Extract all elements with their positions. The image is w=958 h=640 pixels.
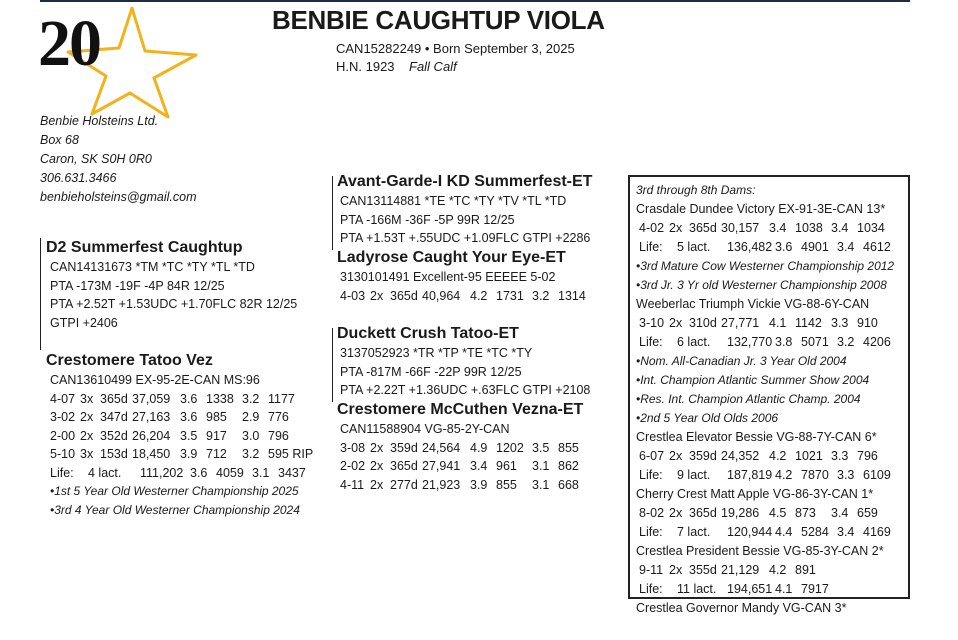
record-cell: 194,651 — [727, 582, 773, 596]
record-cell: 365d — [100, 391, 128, 406]
dam-name: Crestomere Tatoo Vez — [46, 352, 213, 369]
lactation-record — [340, 457, 598, 476]
ancestor-dam-name: Weeberlac Triumph Vickie VG-88-6Y-CAN — [636, 297, 870, 311]
sire-sire-bar — [332, 176, 333, 250]
record-cell: 4-07 — [50, 391, 76, 406]
dam-records — [50, 390, 318, 464]
ancestor-lactation-record — [639, 447, 908, 466]
dam-dam-reg: CAN11588904 VG-85-2Y-CAN — [340, 422, 510, 436]
record-cell: 2x — [370, 477, 384, 492]
ancestor-lifetime-record — [639, 466, 908, 485]
lactation-record — [50, 427, 318, 446]
consignor-box: Box 68 — [40, 133, 79, 147]
lactation-record — [50, 445, 318, 464]
record-cell: 4 lact. — [88, 465, 122, 480]
record-cell: 3.4 — [831, 506, 849, 520]
record-cell: 4.1 — [769, 316, 787, 330]
dam-sire-name: Duckett Crush Tatoo-ET — [337, 325, 519, 342]
record-cell: 359d — [390, 440, 418, 455]
record-cell: 153d — [100, 447, 128, 461]
record-cell: 3.2 — [532, 288, 550, 303]
sire-dam-name: Ladyrose Caught Your Eye-ET — [337, 249, 566, 266]
ancestor-lifetime-record — [639, 580, 908, 599]
sire-pta-1: PTA -173M -19F -4P 84R 12/25 — [50, 278, 225, 293]
record-cell: 3.4 — [837, 525, 855, 539]
record-cell: 1142 — [795, 316, 822, 330]
record-cell: 355d — [689, 563, 717, 577]
record-cell: 4.4 — [775, 525, 793, 539]
record-cell: 3.4 — [470, 459, 488, 473]
record-cell: 4.9 — [470, 440, 488, 455]
record-cell: 9-11 — [639, 563, 664, 577]
record-cell: 659 — [857, 506, 878, 520]
record-cell: 2x — [370, 288, 384, 303]
record-cell: 3.8 — [775, 335, 793, 349]
record-cell: 21,129 — [721, 563, 760, 577]
record-cell: 3.6 — [775, 240, 793, 254]
record-cell: 3-08 — [340, 440, 366, 455]
record-cell: Life: — [50, 465, 74, 480]
record-cell: 5284 — [801, 525, 829, 539]
record-cell: 30,157 — [721, 221, 760, 235]
record-cell: 7917 — [801, 582, 829, 596]
record-cell: 3x — [80, 391, 94, 406]
dam-block — [40, 351, 318, 519]
record-cell: 7870 — [801, 468, 829, 482]
record-cell: 4206 — [863, 335, 891, 349]
record-cell: 910 — [857, 316, 878, 330]
record-cell: Life: — [639, 468, 663, 482]
record-cell: 2x — [370, 440, 384, 455]
record-cell: 4-02 — [639, 221, 665, 235]
record-cell: 359d — [689, 449, 717, 463]
record-cell: 595 RIP — [268, 447, 314, 461]
sire-reg: CAN14131673 *TM *TC *TY *TL *TD — [50, 260, 255, 274]
record-cell: 4-03 — [340, 288, 366, 303]
record-cell: 9 lact. — [677, 468, 711, 482]
consignor-phone: 306.631.3466 — [40, 171, 117, 185]
sire-sire-pta-1: PTA -166M -36F -5P 99R 12/25 — [340, 212, 515, 227]
lactation-record — [50, 408, 318, 427]
record-cell: 4.2 — [769, 563, 787, 577]
record-cell: 3.5 — [180, 428, 198, 443]
record-cell: 796 — [857, 449, 878, 463]
ancestor-dam-name: Crestlea Governor Mandy VG-CAN 3* — [636, 601, 847, 615]
record-cell: 1338 — [206, 391, 234, 406]
extended-dams-list — [636, 200, 908, 618]
record-cell: 4059 — [216, 465, 244, 480]
record-cell: 2.9 — [242, 410, 260, 424]
record-cell: 8-02 — [639, 506, 665, 520]
record-cell: 668 — [558, 477, 579, 492]
record-cell: Life: — [639, 525, 663, 539]
record-cell: 5-10 — [50, 447, 76, 461]
record-cell: 855 — [558, 440, 579, 455]
record-cell: 365d — [689, 221, 717, 235]
record-cell: 3.9 — [470, 477, 488, 492]
record-cell: 2x — [669, 506, 683, 520]
sire-dam-records — [340, 287, 598, 306]
record-cell: 862 — [558, 459, 579, 473]
record-cell: 712 — [206, 447, 227, 461]
record-cell: 2x — [669, 563, 683, 577]
dam-sire-pta-1: PTA -817M -66F -22P 99R 12/25 — [340, 364, 522, 379]
record-cell: 365d — [390, 288, 418, 303]
record-cell: 3.1 — [532, 459, 550, 473]
record-cell: 3.6 — [180, 410, 198, 424]
dam-note: •3rd 4 Year Old Westerner Championship 2024 — [50, 502, 300, 517]
dam-reg: CAN13610499 EX-95-2E-CAN MS:96 — [50, 373, 260, 387]
record-cell: 347d — [100, 410, 128, 424]
record-cell: 3x — [80, 447, 94, 461]
record-cell: 3-02 — [50, 410, 76, 424]
record-cell: 1202 — [496, 440, 524, 455]
record-cell: 3.4 — [769, 221, 787, 235]
lot-number: 20 — [38, 7, 100, 80]
dam-note: •1st 5 Year Old Westerner Championship 2025 — [50, 484, 299, 498]
record-cell: 4.2 — [470, 288, 488, 303]
animal-hn-class — [336, 58, 457, 76]
record-cell: 27,163 — [132, 410, 171, 424]
ancestor-dam-name: Crestlea President Bessie VG-85-3Y-CAN 2* — [636, 544, 884, 558]
record-cell: 3.6 — [180, 391, 198, 406]
dam-dam-block — [332, 400, 598, 494]
animal-registration: CAN15282249 • Born September 3, 2025 — [336, 41, 575, 56]
record-cell: 5 lact. — [677, 240, 711, 254]
lactation-record — [340, 439, 598, 458]
record-cell: 24,564 — [422, 440, 461, 455]
dam-sire-reg: 3137052923 *TR *TP *TE *TC *TY — [340, 346, 533, 360]
ancestor-dam-award: •3rd Mature Cow Westerner Championship 2012 — [636, 259, 895, 273]
record-cell: 40,964 — [422, 288, 461, 303]
record-cell: 21,923 — [422, 477, 461, 492]
record-cell: 132,770 — [727, 335, 773, 349]
record-cell: 18,450 — [132, 447, 171, 461]
sire-block — [40, 238, 297, 332]
record-cell: 6 lact. — [677, 335, 711, 349]
animal-class: Fall Calf — [409, 59, 457, 74]
record-cell: 3.4 — [837, 240, 855, 254]
record-cell: 3.6 — [190, 465, 208, 480]
record-cell: 3.2 — [837, 335, 855, 349]
record-cell: 3.1 — [252, 465, 270, 480]
sire-sire-block — [332, 172, 592, 248]
ancestor-lactation-record — [639, 219, 908, 238]
sire-gtpi: GTPI +2406 — [50, 315, 118, 330]
record-cell: 3.9 — [180, 447, 198, 461]
record-cell: Life: — [639, 582, 663, 596]
record-cell: 4169 — [863, 525, 891, 539]
record-cell: 1034 — [857, 221, 885, 235]
ancestor-dam-name: Crestlea Elevator Bessie VG-88-7Y-CAN 6* — [636, 430, 877, 444]
record-cell: 2x — [80, 410, 94, 424]
sire-pta-2: PTA +2.52T +1.53UDC +1.70FLC 82R 12/25 — [50, 297, 298, 311]
ancestor-dam-award: •Nom. All-Canadian Jr. 3 Year Old 2004 — [636, 354, 847, 368]
record-cell: 2x — [669, 221, 683, 235]
record-cell: 873 — [795, 506, 816, 520]
record-cell: 4.2 — [775, 468, 793, 482]
record-cell: 2-02 — [340, 459, 366, 473]
sire-name: D2 Summerfest Caughtup — [46, 239, 243, 256]
record-cell: 855 — [496, 477, 517, 492]
ancestor-dam-name: Cherry Crest Matt Apple VG-86-3Y-CAN 1* — [636, 487, 874, 501]
record-cell: 5071 — [801, 335, 829, 349]
record-cell: 4612 — [863, 240, 891, 254]
ancestor-lactation-record — [639, 504, 908, 523]
record-cell: 2x — [669, 316, 683, 330]
consignor-email: benbieholsteins@gmail.com — [40, 190, 197, 204]
ancestor-dam-award: •3rd Jr. 3 Yr old Westerner Championship 2008 — [636, 278, 887, 292]
record-cell: 4.2 — [769, 449, 787, 463]
record-cell: 776 — [268, 410, 289, 424]
dam-sire-block — [332, 324, 590, 400]
extended-dams-box — [628, 175, 910, 615]
extended-dams-header: 3rd through 8th Dams: — [636, 183, 756, 197]
record-cell: 7 lact. — [677, 525, 711, 539]
record-cell: 6-07 — [639, 449, 665, 463]
ancestor-lifetime-record — [639, 523, 908, 542]
record-cell: 796 — [268, 428, 289, 443]
record-cell: 3.3 — [831, 316, 849, 330]
record-cell: 4.5 — [769, 506, 787, 520]
record-cell: 277d — [390, 477, 418, 492]
record-cell: 365d — [390, 459, 418, 473]
record-cell: 120,944 — [727, 525, 773, 539]
animal-hn: H.N. 1923 — [336, 59, 395, 74]
record-cell: 1021 — [795, 449, 823, 463]
ancestor-dam-award: •Res. Int. Champion Atlantic Champ. 2004 — [636, 392, 861, 406]
record-cell: 891 — [795, 563, 816, 577]
record-cell: 917 — [206, 428, 227, 443]
record-cell: 365d — [689, 506, 717, 520]
sire-dam-reg: 3130101491 Excellent-95 EEEEE 5-02 — [340, 270, 556, 284]
record-cell: 136,482 — [727, 240, 773, 254]
record-cell: 2x — [669, 449, 683, 463]
lactation-record — [340, 476, 598, 495]
consignor-city: Caron, SK S0H 0R0 — [40, 152, 152, 166]
ancestor-lifetime-record — [639, 333, 908, 352]
dam-dam-records — [340, 439, 598, 495]
sire-dam-block — [332, 248, 598, 305]
sire-sire-name: Avant-Garde-I KD Summerfest-ET — [337, 173, 593, 190]
record-cell: 4901 — [801, 240, 829, 254]
ancestor-dam-name: Crasdale Dundee Victory EX-91-3E-CAN 13* — [636, 202, 886, 216]
record-cell: 1038 — [795, 221, 823, 235]
record-cell: 3.0 — [242, 428, 260, 443]
record-cell: 2x — [80, 428, 94, 443]
record-cell: 3.1 — [532, 477, 550, 492]
record-cell: 3-10 — [639, 316, 665, 330]
record-cell: 961 — [496, 459, 517, 473]
ancestor-lactation-record — [639, 314, 908, 333]
record-cell: 1177 — [268, 391, 295, 406]
lifetime-record — [50, 464, 318, 483]
dam-sire-bar — [332, 328, 333, 402]
sire-sire-pta-2: PTA +1.53T +.55UDC +1.09FLC GTPI +2286 — [340, 231, 591, 245]
record-cell: 111,202 — [140, 465, 184, 480]
record-cell: 3.5 — [532, 440, 550, 455]
consignor-name: Benbie Holsteins Ltd. — [40, 114, 159, 128]
record-cell: 187,819 — [727, 468, 773, 482]
record-cell: 985 — [206, 410, 227, 424]
record-cell: 3.2 — [242, 391, 260, 406]
record-cell: 11 lact. — [677, 582, 717, 596]
sire-sire-reg: CAN13114881 *TE *TC *TY *TV *TL *TD — [340, 194, 567, 208]
ancestor-dam-award: •Int. Champion Atlantic Summer Show 2004 — [636, 373, 870, 387]
record-cell: 19,286 — [721, 506, 760, 520]
record-cell: 6109 — [863, 468, 891, 482]
record-cell: 352d — [100, 428, 128, 443]
record-cell: 26,204 — [132, 428, 171, 443]
record-cell: 310d — [689, 316, 717, 330]
record-cell: Life: — [639, 335, 663, 349]
animal-name: BENBIE CAUGHTUP VIOLA — [272, 5, 605, 35]
record-cell: 1731 — [496, 288, 524, 303]
record-cell: 27,941 — [422, 459, 461, 473]
record-cell: 2-00 — [50, 428, 76, 443]
lactation-record — [50, 390, 318, 409]
record-cell: 4-11 — [340, 477, 365, 492]
dam-sire-pta-2: PTA +2.22T +1.36UDC +.63FLC GTPI +2108 — [340, 383, 591, 397]
record-cell: Life: — [639, 240, 663, 254]
record-cell: 3.3 — [831, 449, 849, 463]
ancestor-dam-award: •2nd 5 Year Old Olds 2006 — [636, 411, 779, 425]
ancestor-lactation-record — [639, 561, 908, 580]
record-cell: 3.4 — [831, 221, 849, 235]
lactation-record — [340, 287, 598, 306]
record-cell: 4.1 — [775, 582, 793, 596]
record-cell: 3.2 — [242, 447, 260, 461]
record-cell: 24,352 — [721, 449, 760, 463]
record-cell: 1314 — [558, 288, 586, 303]
record-cell: 37,059 — [132, 391, 171, 406]
record-cell: 2x — [370, 459, 384, 473]
dam-dam-name: Crestomere McCuthen Vezna-ET — [337, 401, 584, 418]
record-cell: 27,771 — [721, 316, 760, 330]
ancestor-lifetime-record — [639, 238, 908, 257]
record-cell: 3437 — [278, 465, 306, 480]
record-cell: 3.3 — [837, 468, 855, 482]
consignor-info — [40, 112, 197, 207]
sire-bar — [40, 238, 41, 350]
